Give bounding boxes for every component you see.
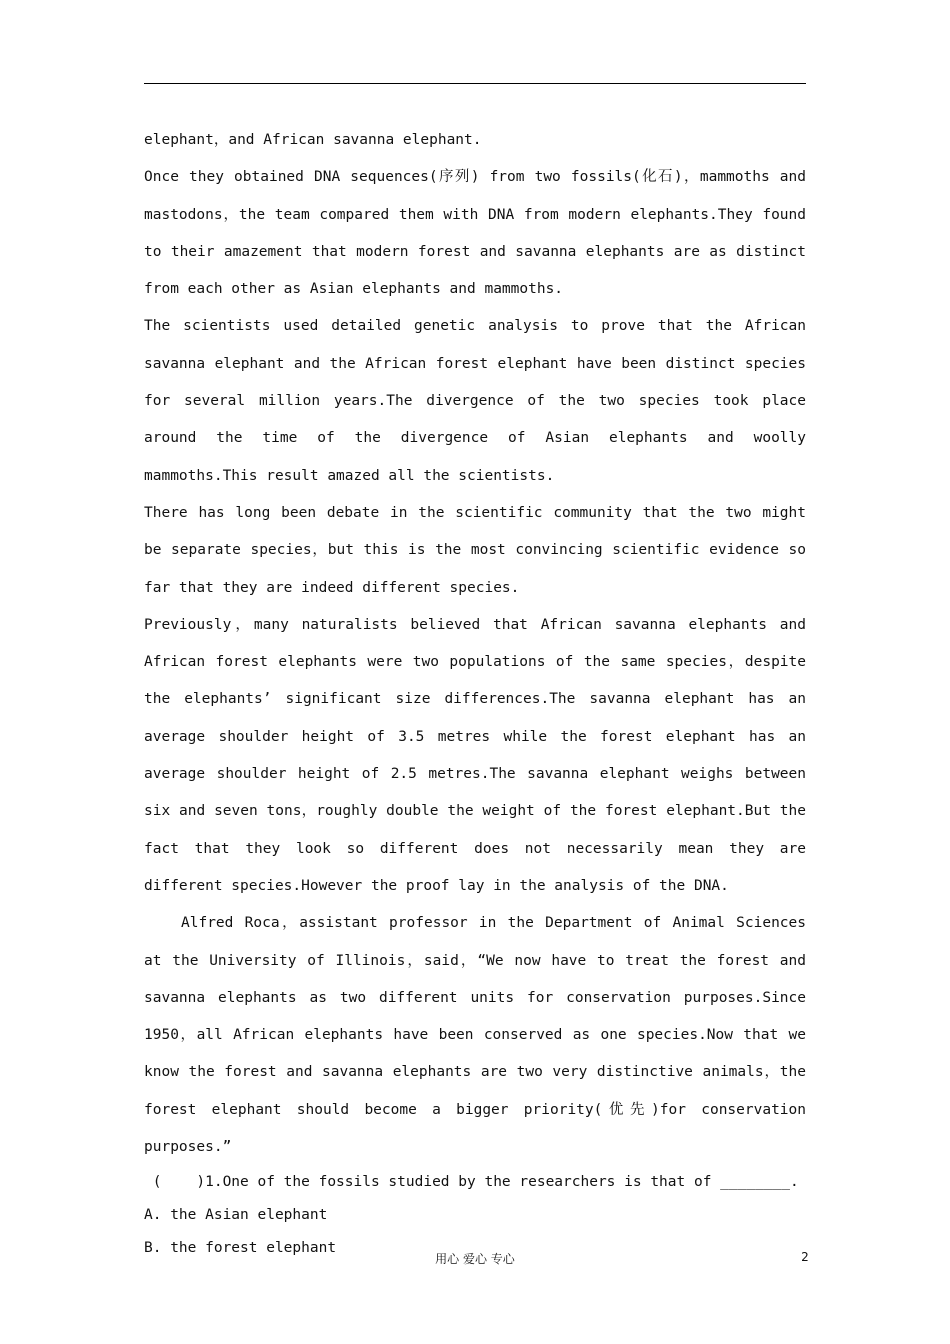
question-option-b: B. the forest elephant [144, 1240, 337, 1257]
paragraph: elephant，and African savanna elephant. [144, 132, 482, 148]
question-stem: ( )1.One of the fossils studied by the researchers is that of ________. [144, 1174, 799, 1191]
paragraph: Previously，many naturalists believed that African savanna elephants and African forest elephants were two populations of the same species，despite the elephants’ significant size differences.The savanna elephant has an average shoulder height of 3.5 metres while the forest elephant has an average shoulder height of 2.5 metres.The savanna elephant weighs between six and seven tons，roughly double the weight of the forest elephant.But the fact that they look so different does not necessarily mean they are different species.However the proof lay in the analysis of the DNA. [144, 616, 806, 894]
document-body [144, 122, 806, 1265]
paragraph: Alfred Roca，assistant professor in the Department of Animal Sciences at the University of Illinois，said，“We now have to treat the forest and savanna elephants as two different units for conservation purposes.Since 1950，all African elephants have been conserved as one species.Now that we know the forest and savanna elephants are two very distinctive animals，the forest elephant should become a bigger priority(优先)for conservation purposes.” [144, 915, 806, 1156]
footer-slogan: 用心 爱心 专心 [435, 1252, 515, 1266]
paragraph: There has long been debate in the scientific community that the two might be separate species，but this is the most convincing scientific evidence so far that they are indeed different species. [144, 504, 806, 596]
question-option-a: A. the Asian elephant [144, 1207, 328, 1224]
page-number: 2 [801, 1250, 809, 1264]
header-rule [144, 83, 806, 84]
paragraph: Once they obtained DNA sequences(序列) from two fossils(化石)，mammoths and mastodons，the team compared them with DNA from modern elephants.They found to their amazement that modern forest and savanna elephants are as distinct from each other as Asian elephants and mammoths. [144, 169, 806, 298]
paragraph: The scientists used detailed genetic analysis to prove that the African savanna elephant and the African forest elephant have been distinct species for several million years.The divergence of the two species took place around the time of the divergence of Asian elephants and woolly mammoths.This result amazed all the scientists. [144, 318, 806, 484]
